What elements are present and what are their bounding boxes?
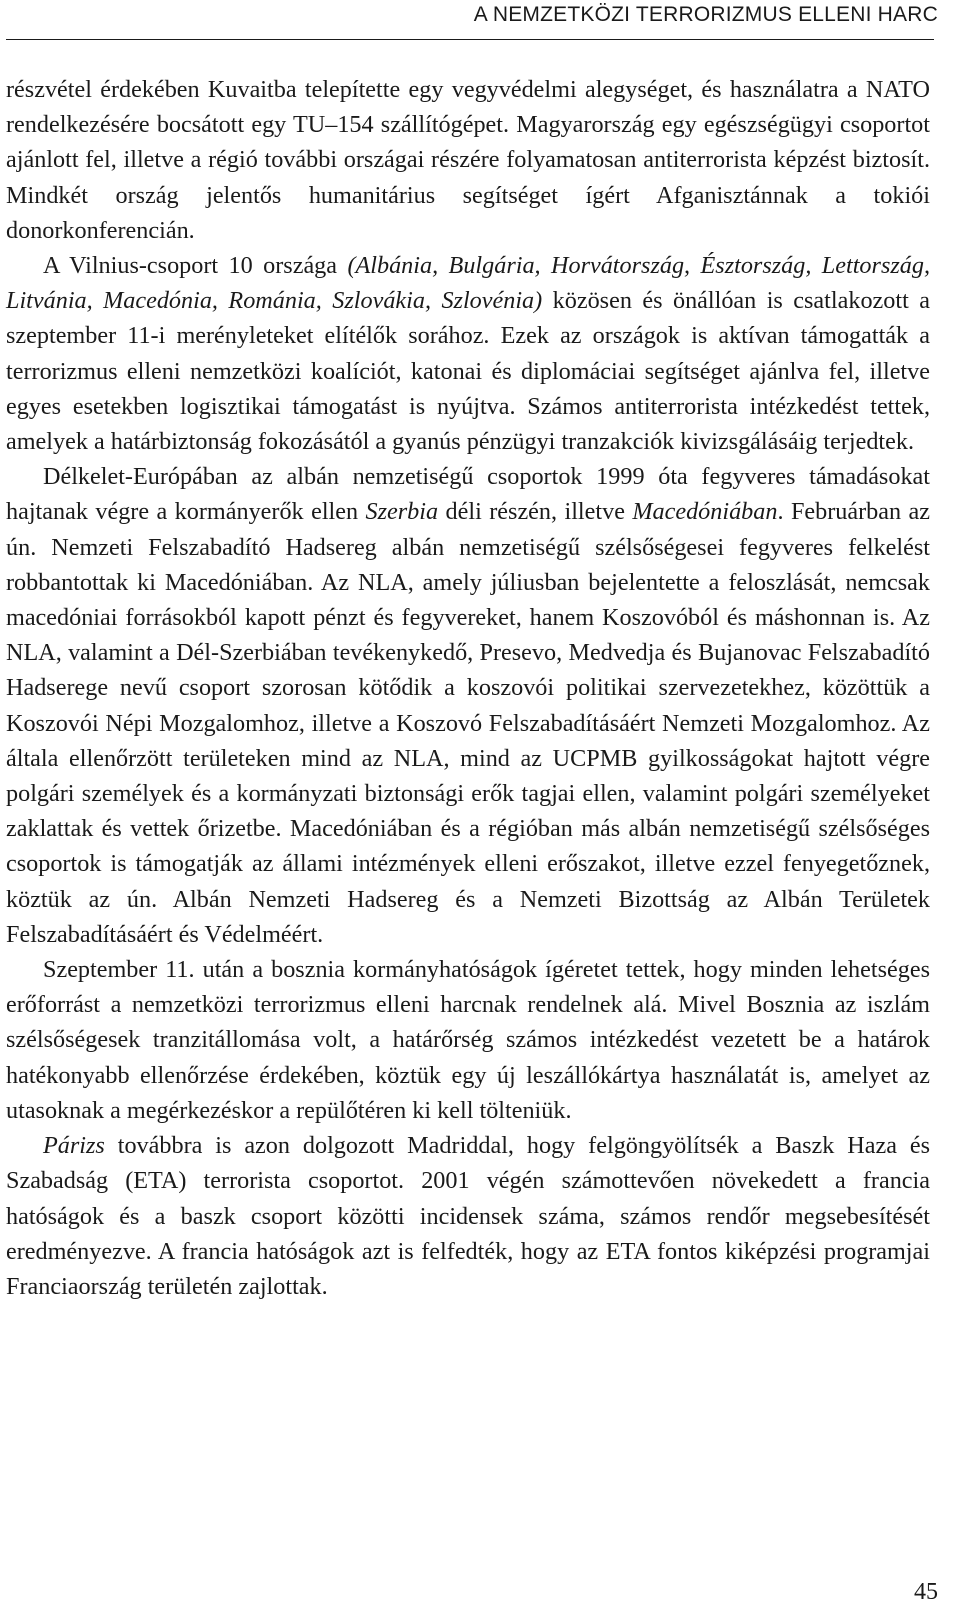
italic-place-name: Párizs <box>43 1132 105 1160</box>
italic-place-name: Macedóniában <box>632 498 778 526</box>
paragraph-2 <box>6 248 930 459</box>
paragraph-text: Szeptember 11. után a bosznia kormányhatóságok ígéretet tettek, hogy minden lehetséges erőforrást a nemzetközi terrorizmus elleni harcnak rendelnek alá. Mivel Bosznia az iszlám szélsőségesek tranzitállomása volt, a határőrség számos intézkedést vezetett be a határok hatékonyabb ellenőrzése érdekében, köztük egy új leszállókártya használatát is, amelyet az utasoknak a megérkezéskor a repülőtéren ki kell tölteniük. <box>6 956 930 1124</box>
paragraph-text: közösen és önállóan is csatlakozott a szeptember 11-i merényleteket elítélők sorához. Ezek az országok is aktívan támogatták a terrorizmus elleni nemzetközi koalíciót, katonai és diplomáciai segítséget ajánlva fel, illetve egyes esetekben logisztikai támogatást is nyújtva. Számos antiterrorista intézkedést tettek, amelyek a határbiztonság fokozásától a gyanús pénzügyi tranzakciók kivizsgálásáig terjedtek. <box>6 287 930 456</box>
paragraph-text: továbbra is azon dolgozott Madriddal, hogy felgöngyölítsék a Baszk Haza és Szabadság (ETA) terrorista csoportot. 2001 végén számottevően növekedett a francia hatóságok és a baszk csoport közötti incidensek száma, számos rendőr megsebesítését eredményezve. A francia hatóságok azt is felfedték, hogy az ETA fontos kiképzési programjai Franciaország területén zajlottak. <box>6 1132 930 1300</box>
paragraph-text: déli részén, illetve <box>438 498 633 526</box>
body-text <box>6 72 930 1304</box>
paragraph-text: A Vilnius-csoport 10 országa <box>43 252 348 280</box>
paragraph-4 <box>6 952 930 1128</box>
paragraph-text: részvétel érdekében Kuvaitba telepítette egy vegyvédelmi alegységet, és használatra a NATO rendelkezésére bocsátott egy TU–154 szállítógépet. Magyarország egy egészségügyi csoportot ajánlott fel, illetve a régió további országai részére folyamatosan antiterrorista képzést biztosít. Mindkét ország jelentős humanitárius segítséget ígért Afganisztánnak a tokiói donorkonferencián. <box>6 76 930 244</box>
page-number: 45 <box>914 1579 938 1605</box>
paragraph-3 <box>6 459 930 952</box>
header-rule <box>6 39 934 40</box>
running-header-title: A NEMZETKÖZI TERRORIZMUS ELLENI HARC <box>473 3 938 26</box>
paragraph-5 <box>6 1128 930 1304</box>
paragraph-1 <box>6 72 930 248</box>
paragraph-text: Délkelet-Európában az albán nemzetiségű csoportok 1999 óta fegyveres támadásokat hajtanak végre a kormányerők ellen <box>6 463 930 526</box>
italic-country-list: (Albánia, Bulgária, Horvátország, Észtország, Lettország, Litvánia, Macedónia, Románia, Szlovákia, Szlovénia) <box>6 252 930 315</box>
paragraph-text: . Februárban az ún. Nemzeti Felszabadító Hadsereg albán nemzetiségű szélsőségesei fegyveres felkelést robbantottak ki Macedóniában. Az NLA, amely júliusban bejelentette a feloszlását, nemcsak macedóniai forrásokból kapott pénzt és fegyvereket, hanem Koszovóból és máshonnan is. Az NLA, valamint a Dél-Szerbiában tevékenykedő, Presevo, Medvedja és Bujanovac Felszabadító Hadserege nevű csoport szorosan kötődik a koszovói politikai szervezetekhez, közöttük a Koszovói Népi Mozgalomhoz, illetve a Koszovó Felszabadításáért Nemzeti Mozgalomhoz. Az általa ellenőrzött területeken mind az NLA, mind az UCPMB gyilkosságokat hajtott végre polgári személyek és a kormányzati biztonsági erők tagjai ellen, valamint polgári személyeket zaklattak és vettek őrizetbe. Macedóniában és a régióban más albán nemzetiségű szélsőséges csoportok is támogatják az állami intézmények elleni erőszakot, illetve ezzel fenyegetőznek, köztük az ún. Albán Nemzeti Hadsereg és a Nemzeti Bizottság az Albán Területek Felszabadításáért és Védelméért. <box>6 498 931 948</box>
italic-place-name: Szerbia <box>365 498 439 526</box>
